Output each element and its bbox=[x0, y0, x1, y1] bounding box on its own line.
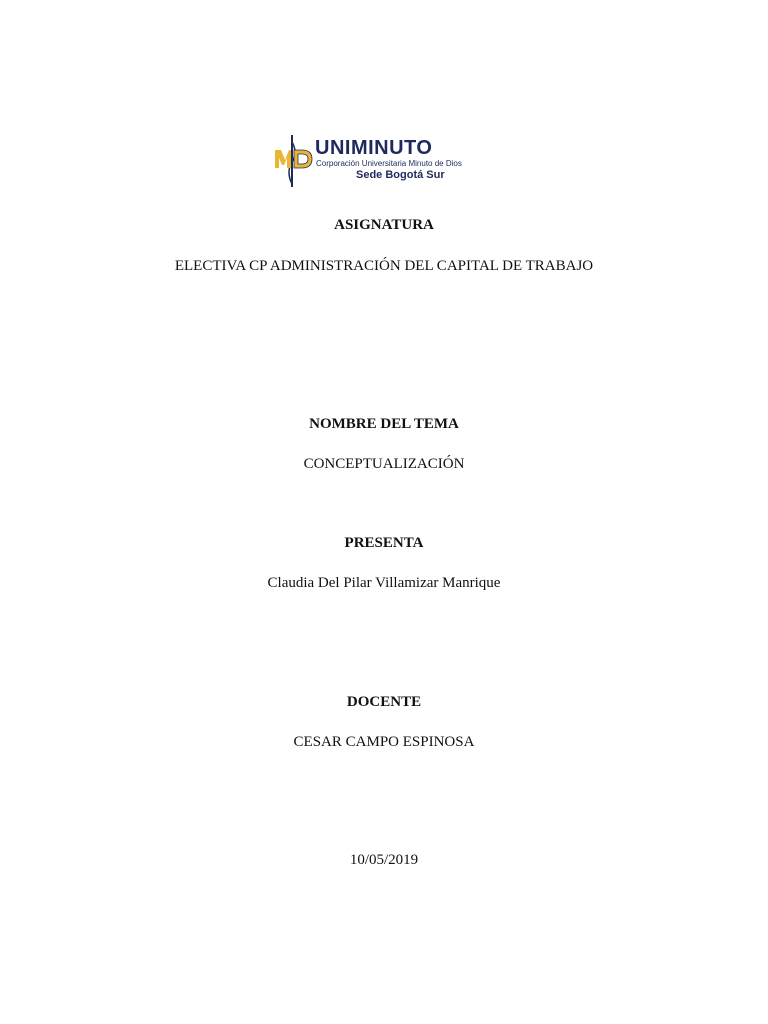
logo-name: UNIMINUTO bbox=[315, 137, 433, 159]
subject-value: ELECTIVA CP ADMINISTRACIÓN DEL CAPITAL DE TRABAJO bbox=[174, 258, 594, 274]
topic-value: CONCEPTUALIZACIÓN bbox=[303, 456, 465, 472]
presenter-value: Claudia Del Pilar Villamizar Manrique bbox=[267, 575, 501, 591]
logo-campus: Sede Bogotá Sur bbox=[356, 169, 445, 181]
teacher-value: CESAR CAMPO ESPINOSA bbox=[293, 734, 475, 750]
topic-heading: NOMBRE DEL TEMA bbox=[309, 416, 459, 432]
logo-subtitle: Corporación Universitaria Minuto de Dios bbox=[316, 159, 462, 168]
presenter-heading: PRESENTA bbox=[344, 535, 424, 551]
document-date: 10/05/2019 bbox=[349, 852, 419, 868]
teacher-heading: DOCENTE bbox=[346, 694, 422, 710]
uniminuto-logo bbox=[274, 134, 498, 188]
subject-heading: ASIGNATURA bbox=[334, 217, 434, 233]
